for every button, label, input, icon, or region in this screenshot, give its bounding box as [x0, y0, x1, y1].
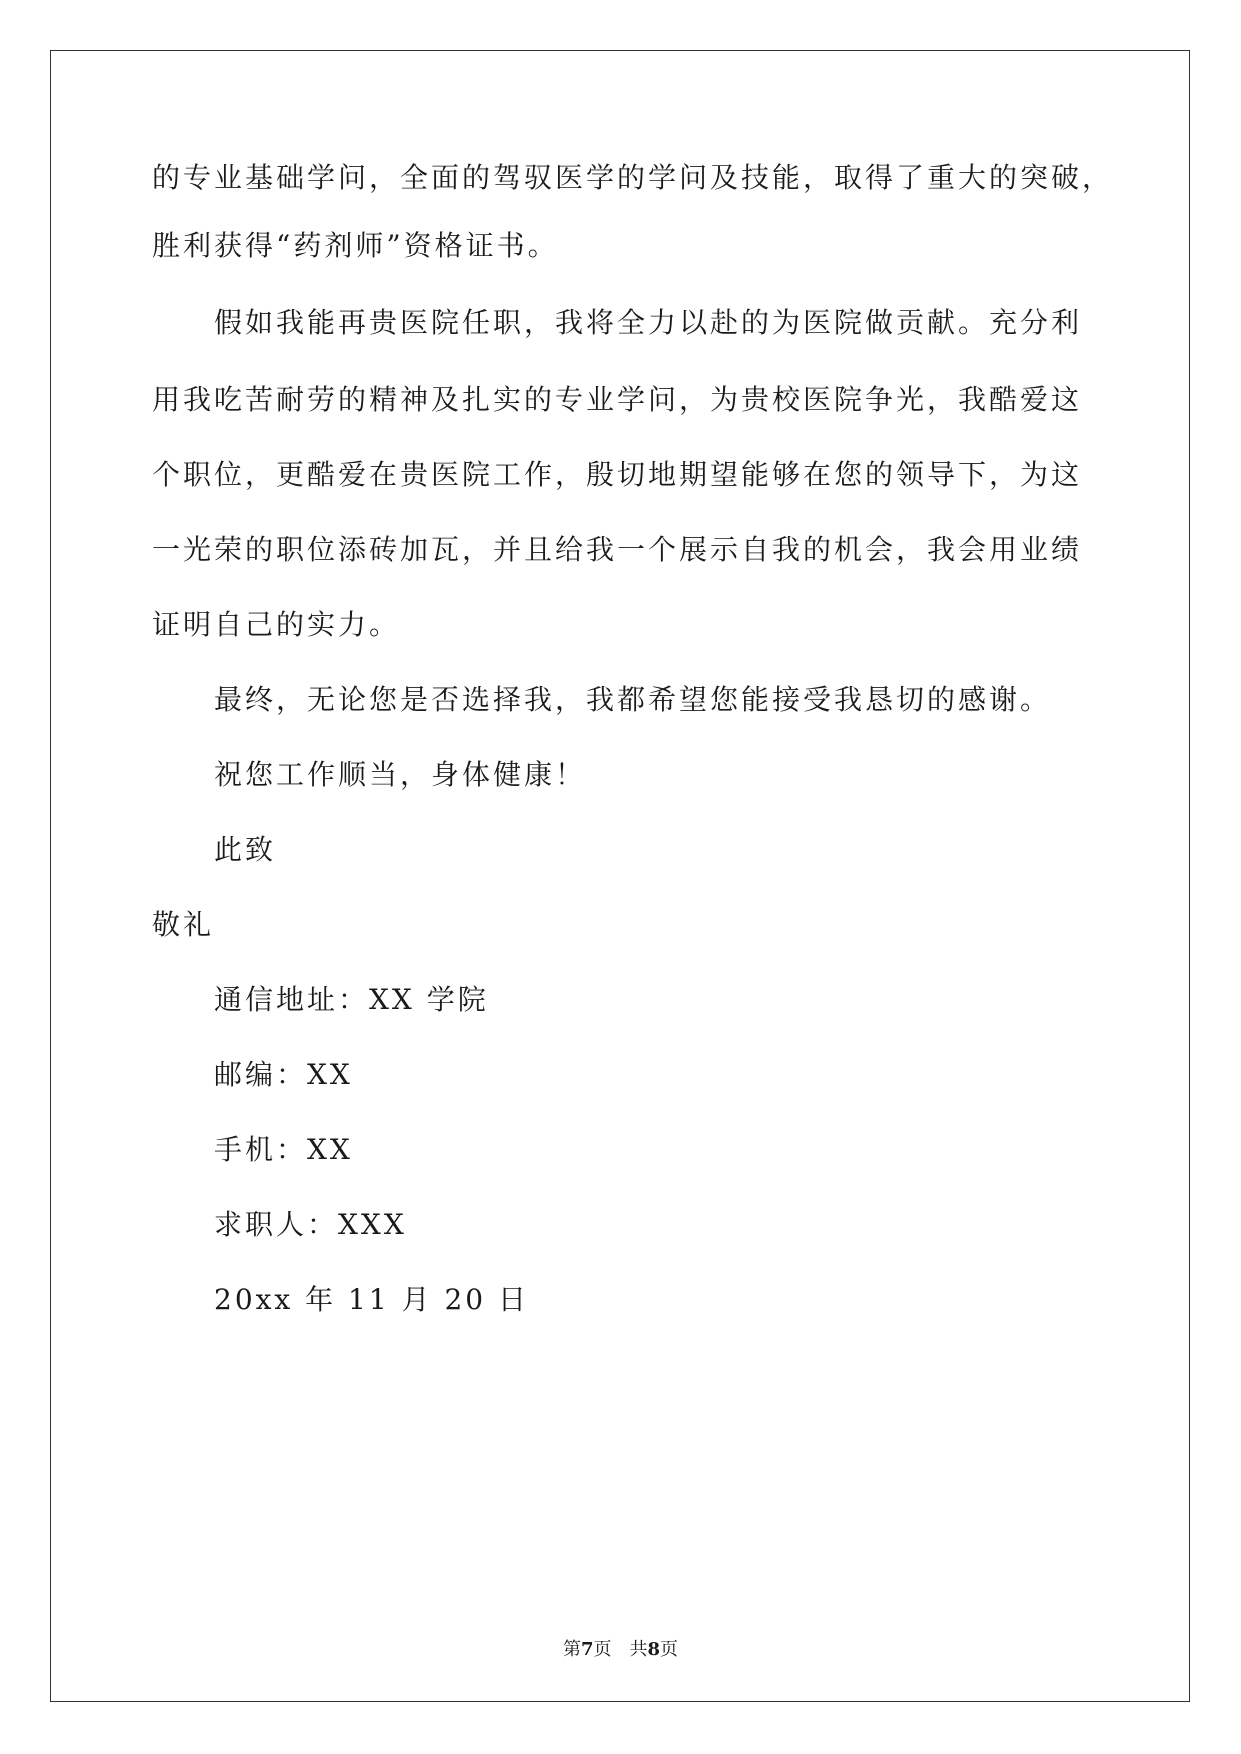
footer-middle: 页 共	[593, 1639, 648, 1660]
footer-suffix: 页	[660, 1639, 679, 1660]
text-line-6: 一光荣的职位添砖加瓦，并且给我一个展示自我的机会，我会用业绩	[152, 533, 1083, 566]
applicant-line: 求职人：XXX	[214, 1208, 407, 1241]
total-pages-number: 8	[647, 1639, 661, 1660]
text-line-5: 个职位，更酷爱在贵医院工作，殷切地期望能够在您的领导下，为这	[152, 458, 1083, 491]
paragraph-line-3: 假如我能再贵医院任职，我将全力以赴的为医院做贡献。充分利	[214, 306, 1083, 339]
wishes-line: 祝您工作顺当，身体健康！	[214, 758, 587, 791]
paragraph-closing: 最终，无论您是否选择我，我都希望您能接受我恳切的感谢。	[214, 683, 1052, 716]
current-page-number: 7	[580, 1639, 594, 1660]
salutation-cizhi: 此致	[214, 833, 277, 866]
salutation-jingli: 敬礼	[152, 908, 215, 941]
date-line: 20xx 年 11 月 20 日	[214, 1283, 529, 1316]
postcode-line: 邮编：XX	[214, 1058, 353, 1091]
text-line-7: 证明自己的实力。	[152, 608, 401, 641]
address-line: 通信地址：XX 学院	[214, 983, 489, 1016]
text-line-2: 胜利获得“药剂师”资格证书。	[152, 229, 559, 262]
page-border	[50, 50, 1190, 1702]
footer-prefix: 第	[562, 1639, 581, 1660]
page-footer	[0, 1638, 1241, 1662]
phone-line: 手机：XX	[214, 1133, 353, 1166]
text-line-1: 的专业基础学问，全面的驾驭医学的学问及技能，取得了重大的突破，	[152, 161, 1114, 194]
text-line-4: 用我吃苦耐劳的精神及扎实的专业学问，为贵校医院争光，我酷爱这	[152, 383, 1083, 416]
